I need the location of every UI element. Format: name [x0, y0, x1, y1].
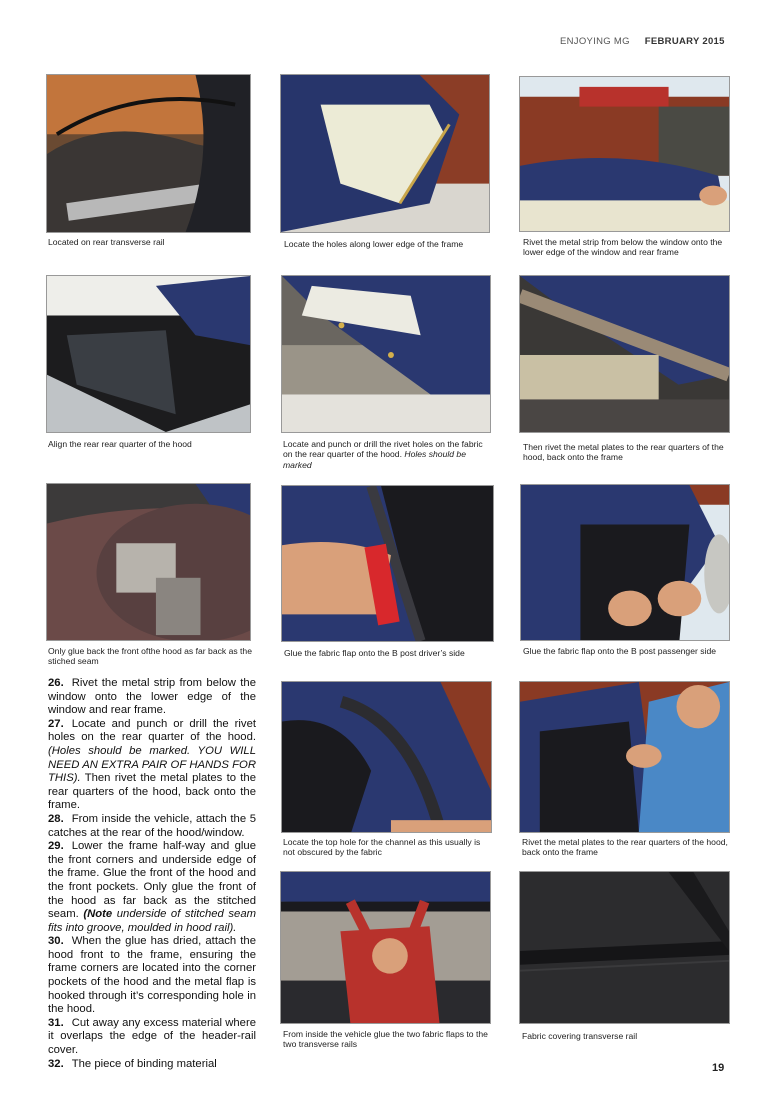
step-31 [48, 1017, 256, 1058]
instructions-body [48, 677, 256, 1071]
photo-glue-b-post-driver [281, 485, 494, 642]
step-note: (Holes should be marked. YOU WILL NEED AN EXTRA PAIR OF HANDS FOR THIS). [48, 744, 256, 785]
step-number: 29. [48, 840, 64, 853]
step-note: underside of stitched seam fits into groove, moulded in hood rail). [48, 908, 257, 934]
step-29 [48, 840, 256, 935]
caption-5 [283, 439, 483, 470]
caption-5-text: Locate and punch or drill the rivet holes on the fabric on the rear quarter of the hood. [283, 439, 483, 460]
step-number: 31. [48, 1016, 64, 1029]
photo-rear-transverse-rail [46, 74, 251, 233]
photo-glue-front-hood [46, 483, 251, 641]
photo-align-rear-quarter [46, 275, 251, 433]
photo-rivet-metal-plates [519, 275, 730, 433]
step-28 [48, 813, 256, 840]
step-32 [48, 1058, 256, 1072]
step-27 [48, 718, 256, 813]
step-number: 26. [48, 677, 64, 689]
caption-6: Then rivet the metal plates to the rear quarters of the hood, back onto the frame [523, 442, 724, 463]
caption-3: Rivet the metal strip from below the window onto the lower edge of the window and rear frame [523, 237, 723, 258]
publication-name: ENJOYING MG [560, 36, 630, 47]
photo-glue-fabric-flaps [280, 871, 491, 1024]
step-number: 32. [48, 1057, 64, 1070]
caption-1: Located on rear transverse rail [48, 237, 165, 247]
step-number: 28. [48, 812, 64, 825]
photo-glue-b-post-passenger [520, 484, 730, 641]
step-text: Lower the frame half-way and glue the front corners and underside edge of the frame. Glue the front of the hood and the front pockets. Only glue the front of the hood as far back as the stitched seam. [48, 840, 256, 921]
step-30 [48, 935, 256, 1017]
caption-11: Rivet the metal plates to the rear quarters of the hood, back onto the frame [522, 837, 728, 858]
step-text-tail: Then rivet the metal plates to the rear quarters of the hood, back onto the frame. [48, 772, 256, 812]
step-text: Cut away any excess material where it overlaps the edge of the header-rail cover. [48, 1016, 256, 1057]
step-text: From inside the vehicle, attach the 5 catches at the rear of the hood/window. [48, 812, 256, 839]
step-text: When the glue has dried, attach the hood front to the frame, ensuring the frame corners are located into the corner pockets of the hood and the metal flap is hooked through it’s corresponding hole in the hood. [48, 935, 256, 1016]
photo-punch-rivet-holes [281, 275, 491, 433]
step-text: The piece of binding material [71, 1057, 217, 1070]
photo-rivet-metal-strip [519, 76, 730, 232]
photo-rivet-plates-rear [519, 681, 730, 833]
caption-9: Glue the fabric flap onto the B post passenger side [523, 646, 717, 656]
caption-7: Only glue back the front ofthe hood as far back as the stiched seam [48, 646, 252, 667]
caption-12: From inside the vehicle glue the two fabric flaps to the two transverse rails [283, 1029, 488, 1050]
step-number: 27. [48, 717, 64, 730]
step-text: Rivet the metal strip from below the window onto the lower edge of the window and rear frame. [48, 677, 256, 717]
caption-13: Fabric covering transverse rail [522, 1031, 638, 1041]
photo-top-hole-channel [281, 681, 492, 833]
page-number: 19 [712, 1062, 725, 1074]
step-26 [48, 677, 256, 718]
note-label: (Note [83, 908, 113, 921]
page-header [560, 36, 760, 47]
step-number: 30. [48, 935, 64, 948]
issue-date: FEBRUARY 2015 [644, 36, 725, 47]
step-text: Locate and punch or drill the rivet holes on the rear quarter of the hood. [48, 717, 256, 744]
caption-10: Locate the top hole for the channel as this usually is not obscured by the fabric [283, 837, 481, 858]
caption-2: Locate the holes along lower edge of the frame [284, 239, 464, 249]
caption-4: Align the rear rear quarter of the hood [48, 439, 192, 449]
caption-5-italic: Holes should be marked [283, 449, 466, 470]
caption-8: Glue the fabric flap onto the B post driver’s side [284, 648, 465, 658]
photo-holes-lower-edge [280, 74, 490, 233]
photo-fabric-transverse-rail [519, 871, 730, 1024]
